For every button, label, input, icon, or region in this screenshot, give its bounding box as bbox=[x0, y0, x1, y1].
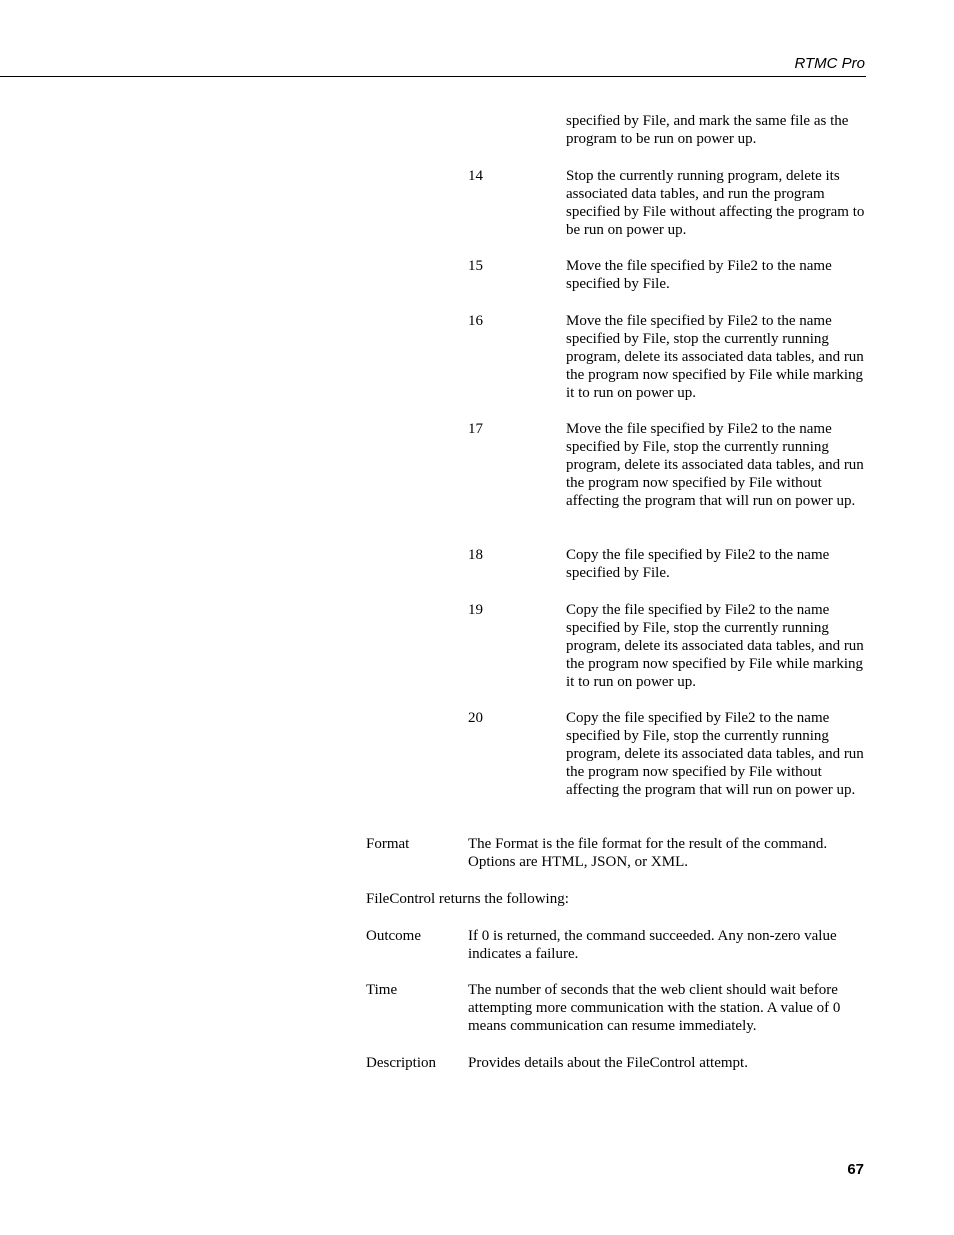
time-definition: The number of seconds that the web client should wait before attempting more communication with the station. A value of 0 means communication can resume immediately. bbox=[468, 982, 841, 1034]
code-description-16: Move the file specified by File2 to the name specified by File, stop the currently running program, delete its associated data tables, and run the program now specified by File while marking it to run on power up. bbox=[566, 313, 864, 401]
format-term: Format bbox=[366, 836, 410, 852]
code-number-16: 16 bbox=[468, 313, 483, 329]
header-rule bbox=[0, 76, 866, 77]
code-description-17: Move the file specified by File2 to the name specified by File, stop the currently running program, delete its associated data tables, and run the program now specified by File without affecting the program that will run on power up. bbox=[566, 421, 864, 509]
time-term: Time bbox=[366, 982, 398, 998]
code-number-15: 15 bbox=[468, 258, 483, 274]
code-number-19: 19 bbox=[468, 602, 483, 618]
returns-intro: FileControl returns the following: bbox=[366, 891, 569, 907]
code-number-20: 20 bbox=[468, 710, 483, 726]
outcome-term: Outcome bbox=[366, 928, 421, 944]
outcome-definition: If 0 is returned, the command succeeded. Any non-zero value indicates a failure. bbox=[468, 928, 837, 962]
code-description-14: Stop the currently running program, delete its associated data tables, and run the program specified by File without affecting the program to be run on power up. bbox=[566, 168, 865, 238]
description-definition: Provides details about the FileControl attempt. bbox=[468, 1055, 748, 1071]
code-number-18: 18 bbox=[468, 547, 483, 563]
header-title: RTMC Pro bbox=[794, 55, 865, 72]
code-description-19: Copy the file specified by File2 to the name specified by File, stop the currently running program, delete its associated data tables, and run the program now specified by File while marking it to run on power up. bbox=[566, 602, 864, 690]
continued-code-text: specified by File, and mark the same file as the program to be run on power up. bbox=[566, 113, 849, 147]
format-definition: The Format is the file format for the result of the command. Options are HTML, JSON, or XML. bbox=[468, 836, 828, 870]
code-number-17: 17 bbox=[468, 421, 483, 437]
code-description-20: Copy the file specified by File2 to the name specified by File, stop the currently running program, delete its associated data tables, and run the program now specified by File without affecting the program that will run on power up. bbox=[566, 710, 864, 798]
code-number-14: 14 bbox=[468, 168, 483, 184]
page-number: 67 bbox=[847, 1161, 864, 1178]
description-term: Description bbox=[366, 1055, 436, 1071]
code-description-15: Move the file specified by File2 to the name specified by File. bbox=[566, 258, 832, 292]
code-description-18: Copy the file specified by File2 to the name specified by File. bbox=[566, 547, 830, 581]
